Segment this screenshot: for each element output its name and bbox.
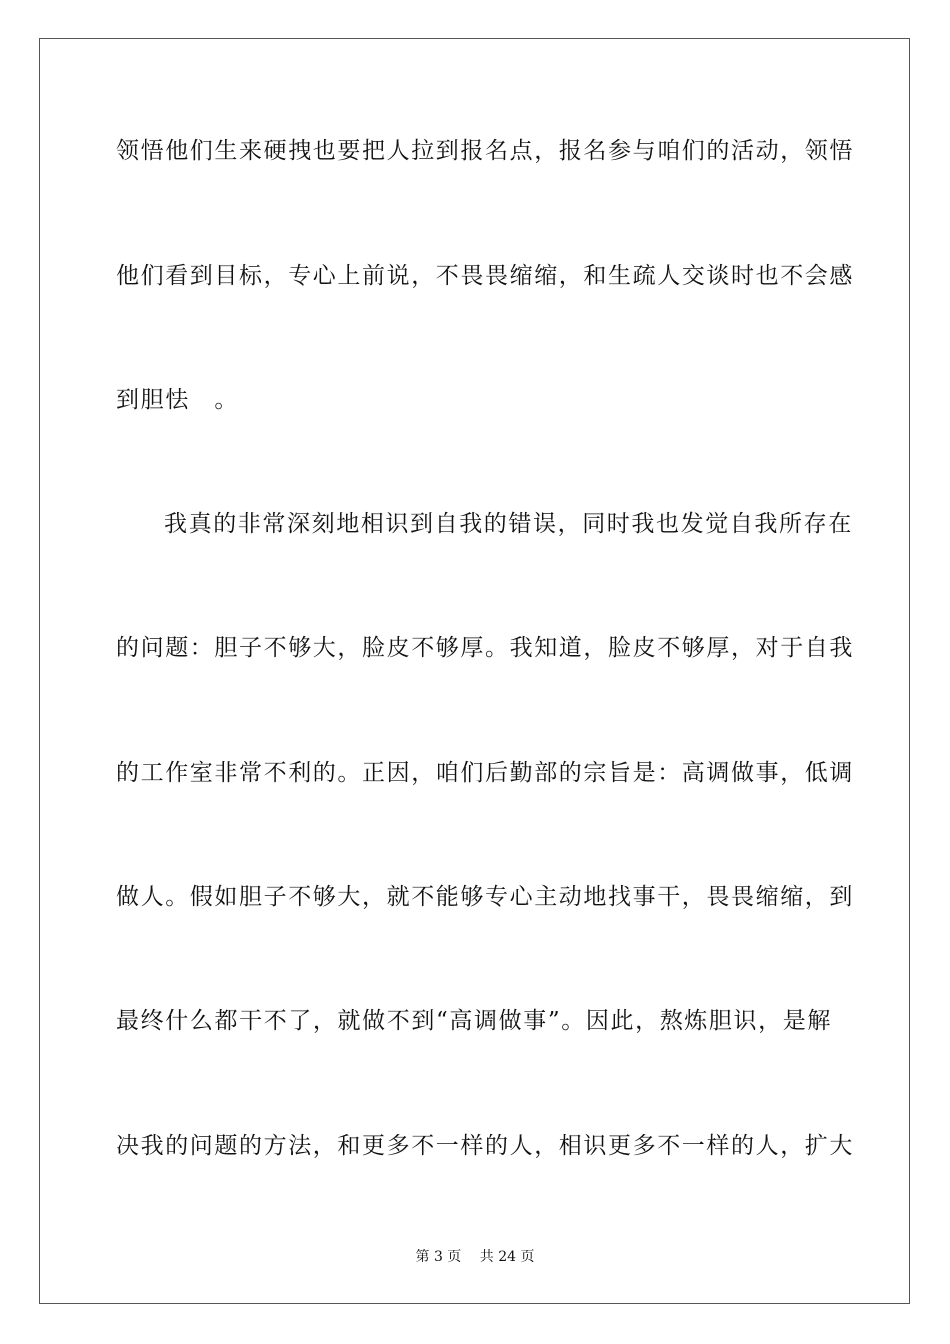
body-text-line: 最终什么都干不了，就做不到“高调做事”。因此，熬炼胆识，是解 (116, 1008, 832, 1034)
paragraph-first-line: 我真的非常深刻地相识到自我的错误，同时我也发觉自我所存在 (164, 511, 853, 537)
body-text-line: 做人。假如胆子不够大，就不能够专心主动地找事干，畏畏缩缩，到 (116, 884, 854, 910)
page-number-footer: 第 3 页 共 24 页 (415, 1249, 535, 1265)
body-text-line: 到胆怯 。 (116, 387, 239, 413)
body-text-line: 的问题：胆子不够大，脸皮不够厚。我知道，脸皮不够厚，对于自我 (116, 635, 854, 661)
page-border (39, 38, 910, 1304)
body-text-line: 决我的问题的方法，和更多不一样的人，相识更多不一样的人，扩大 (116, 1133, 854, 1159)
body-text-line: 他们看到目标，专心上前说，不畏畏缩缩，和生疏人交谈时也不会感 (116, 263, 854, 289)
body-text-line: 的工作室非常不利的。正因，咱们后勤部的宗旨是：高调做事，低调 (116, 760, 854, 786)
body-text-line: 领悟他们生来硬拽也要把人拉到报名点，报名参与咱们的活动，领悟 (116, 138, 854, 164)
